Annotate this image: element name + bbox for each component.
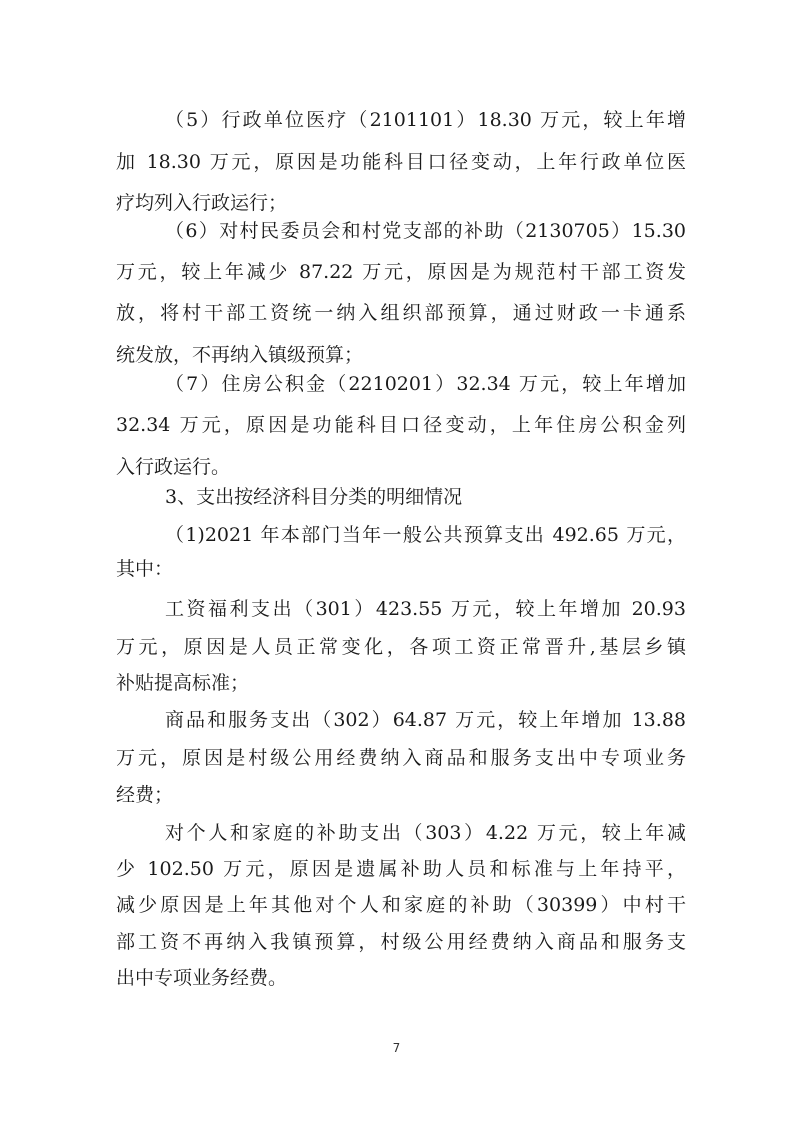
paragraph-line: 工资福利支出（301）423.55 万元，较上年增加 20.93 <box>165 598 686 620</box>
paragraph-line: 对个人和家庭的补助支出（303）4.22 万元，较上年减 <box>165 822 686 844</box>
paragraph-line: （7）住房公积金（2210201）32.34 万元，较上年增加 <box>165 373 686 395</box>
paragraph-line: 加 18.30 万元，原因是功能科目口径变动，上年行政单位医 <box>116 151 686 173</box>
paragraph-line: 万元，原因是村级公用经费纳入商品和服务支出中专项业务 <box>116 747 686 769</box>
page-number: 7 <box>392 1041 401 1055</box>
paragraph-line: （5）行政单位医疗（2101101）18.30 万元，较上年增 <box>165 109 686 131</box>
paragraph-line: 经费； <box>116 784 174 806</box>
paragraph-line: 少 102.50 万元，原因是遗属补助人员和标准与上年持平， <box>116 858 686 880</box>
paragraph-line: 万元，原因是人员正常变化，各项工资正常晋升,基层乡镇 <box>116 636 686 658</box>
paragraph-line: 减少原因是上年其他对个人和家庭的补助（30399）中村干 <box>116 894 686 916</box>
paragraph-line: 万元，较上年减少 87.22 万元，原因是为规范村干部工资发 <box>116 261 686 283</box>
paragraph-line: 32.34 万元，原因是功能科目口径变动，上年住房公积金列 <box>116 414 686 436</box>
paragraph-line: （6）对村民委员会和村党支部的补助（2130705）15.30 <box>165 220 686 242</box>
paragraph-line: 入行政运行。 <box>116 456 231 478</box>
paragraph-line: 统发放，不再纳入镇级预算； <box>116 344 364 366</box>
paragraph-line: 出中专项业务经费。 <box>116 967 288 989</box>
paragraph-line: 部工资不再纳入我镇预算，村级公用经费纳入商品和服务支 <box>116 931 686 953</box>
paragraph-line: 商品和服务支出（302）64.87 万元，较上年增加 13.88 <box>165 709 686 731</box>
paragraph-line: 放，将村干部工资统一纳入组织部预算，通过财政一卡通系 <box>116 302 686 324</box>
paragraph-line: 疗均列入行政运行； <box>116 192 288 214</box>
paragraph-line: 其中： <box>116 558 174 580</box>
paragraph-line: （1)2021 年本部门当年一般公共预算支出 492.65 万元， <box>165 524 686 546</box>
section-heading: 3、支出按经济科目分类的明细情况 <box>165 486 463 508</box>
paragraph-line: 补贴提高标准； <box>116 672 250 694</box>
